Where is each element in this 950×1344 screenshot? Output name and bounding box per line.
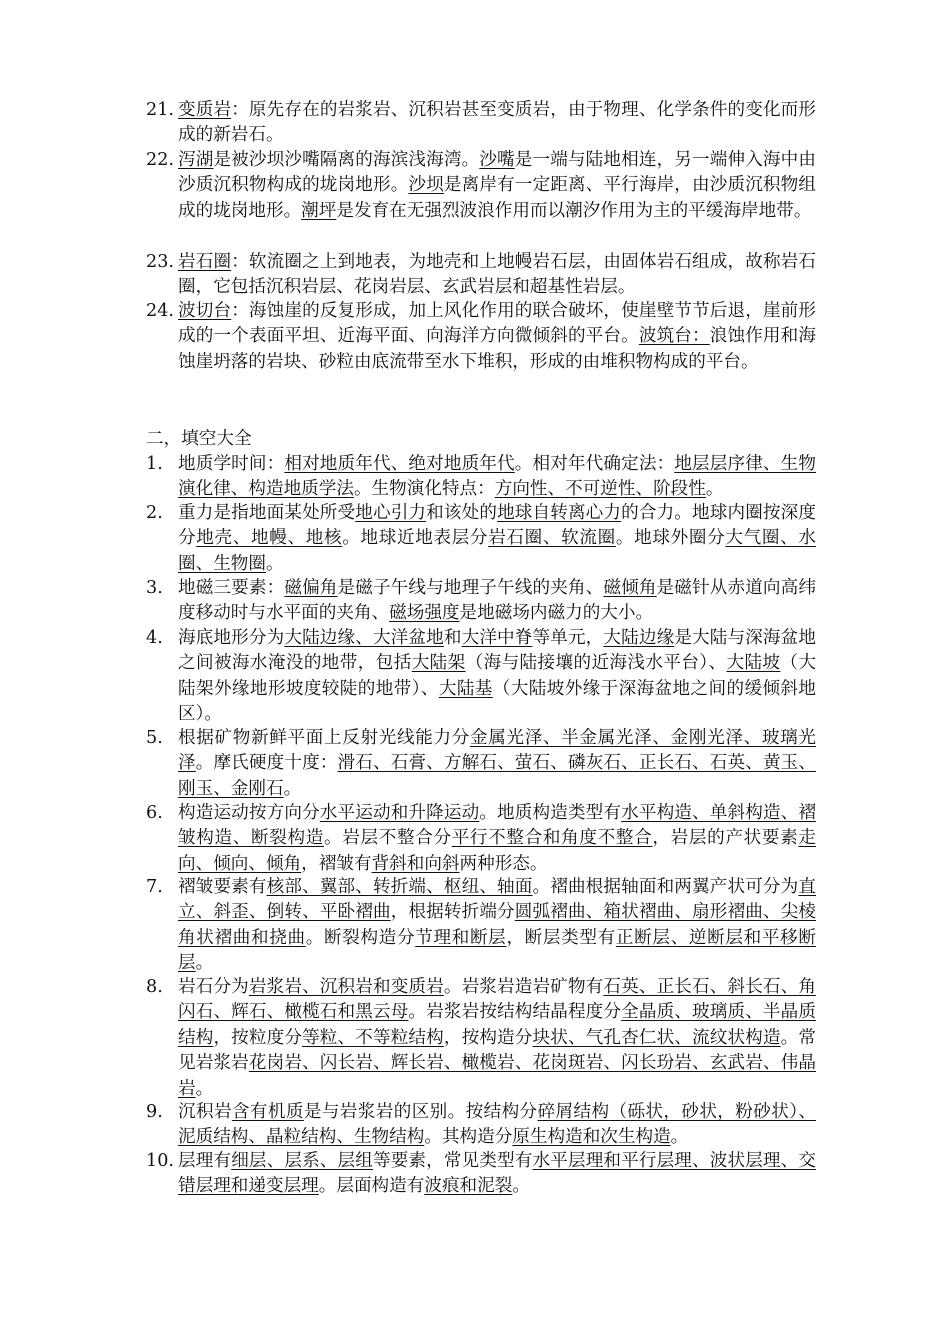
item-text-plain: 地磁三要素： bbox=[178, 578, 285, 598]
item-number: 4. bbox=[146, 628, 163, 648]
item-text-plain: 。其构造分 bbox=[424, 1127, 513, 1148]
item-text-plain: 。生物演化特点： bbox=[353, 479, 495, 500]
term-text: 潮坪 bbox=[301, 200, 337, 221]
item-text-plain: 和该处的 bbox=[426, 503, 498, 523]
item-text bbox=[178, 1149, 816, 1200]
item-text-plain: 和 bbox=[443, 628, 462, 648]
item-text bbox=[178, 452, 816, 503]
item-number: 21. bbox=[146, 100, 174, 120]
item-text-plain: 褶皱要素有 bbox=[178, 877, 267, 897]
item-text-plain: 。褶曲根据轴面和两翼产状可分为 bbox=[532, 877, 799, 897]
item-text-plain: 。 bbox=[265, 553, 284, 574]
term-text: 泻湖 bbox=[178, 150, 214, 170]
item-text-plain: 。地质构造类型有 bbox=[479, 803, 622, 823]
item-text-plain: 岩石分为 bbox=[178, 977, 249, 997]
item-text-plain: 的合力。地球内圈按深度分 bbox=[178, 503, 816, 549]
item-text-plain: 。相对年代确定法： bbox=[514, 454, 675, 474]
fill-item-9 bbox=[146, 1100, 816, 1151]
item-text-plain: ，岩层的产状要素 bbox=[652, 828, 799, 849]
definition-text: 是被沙坝沙嘴隔离的海滨浅海湾。 bbox=[213, 150, 480, 170]
term-text: 波切台 bbox=[178, 301, 232, 321]
item-text-plain: 构造运动按方向分 bbox=[178, 803, 320, 823]
definition-text: 是一端与陆地相连，另一端伸入海中由沙质沉积物构成的垅岗地形。 bbox=[178, 150, 816, 196]
item-text-plain: 是地磁场内磁力的大小。 bbox=[459, 603, 654, 624]
answer-text: 波痕和泥裂 bbox=[424, 1176, 513, 1197]
item-text-plain: 。岩浆岩造岩矿物有 bbox=[443, 977, 604, 997]
item-text-plain: 。 bbox=[670, 1127, 689, 1148]
answer-text: 圆弧褶曲、箱状褶曲、扇形褶曲、尖棱角状褶曲和挠曲 bbox=[178, 902, 816, 948]
term-item-22 bbox=[146, 148, 816, 224]
term-text: 变质岩 bbox=[178, 100, 232, 120]
item-text-plain: （大陆坡外缘于深海盆地之间的缓倾斜地区）。 bbox=[178, 678, 816, 725]
item-number: 1. bbox=[146, 454, 163, 474]
section-heading: 二，填空大全 bbox=[146, 429, 252, 449]
item-text-plain: ，按构造分 bbox=[443, 1027, 533, 1048]
item-text-plain: 重力是指地面某处所受 bbox=[178, 503, 356, 523]
term-item-24 bbox=[146, 299, 816, 375]
item-text-plain: 海底地形分为 bbox=[178, 628, 285, 648]
answer-text: 直立、斜歪、倒转、平卧褶曲 bbox=[178, 877, 816, 923]
answer-text: 背斜和向斜 bbox=[371, 853, 460, 874]
item-text bbox=[178, 98, 816, 149]
fill-item-4 bbox=[146, 626, 816, 728]
item-text-plain: 。 bbox=[705, 479, 724, 500]
item-text bbox=[178, 501, 816, 577]
item-text-plain: 。 bbox=[195, 953, 214, 974]
answer-text: 金属光泽、半金属光泽、金刚光泽、玻璃光泽 bbox=[178, 728, 816, 774]
term-text: 沙嘴 bbox=[479, 150, 515, 170]
item-number: 7. bbox=[146, 877, 163, 897]
fill-item-6 bbox=[146, 801, 816, 877]
item-number: 23. bbox=[146, 252, 174, 272]
item-text-plain: ，褶皱有 bbox=[301, 853, 372, 874]
answer-text: 全晶质、玻璃质、半晶质结构 bbox=[178, 1002, 816, 1048]
definition-text: ：原先存在的岩浆岩、沉积岩甚至变质岩，由于物理、化学条件的变化而形成的新岩石。 bbox=[178, 100, 816, 146]
answer-text: 方向性、不可逆性、阶段性 bbox=[494, 479, 706, 500]
answer-text: 碎屑结构（砾状，砂状，粉砂状）、泥质结构、晶粒结构、生物结构 bbox=[178, 1102, 816, 1148]
item-text bbox=[178, 1100, 816, 1151]
item-number: 5. bbox=[146, 728, 163, 748]
item-text-plain: 。地球外圈分 bbox=[615, 528, 726, 549]
item-text-plain: 。地球近地表层分 bbox=[342, 528, 489, 549]
item-text bbox=[178, 726, 816, 802]
item-text bbox=[178, 299, 816, 375]
item-number: 3. bbox=[146, 578, 163, 598]
item-text-plain: 是与岩浆岩的区别。按结构分 bbox=[303, 1102, 538, 1122]
item-text bbox=[178, 801, 816, 877]
fill-item-7 bbox=[146, 875, 816, 977]
item-text-plain: 。岩浆岩按结构结晶程度分 bbox=[408, 1002, 622, 1023]
item-text-plain: 是磁针从赤道向高纬度移动时与水平面的夹角、 bbox=[178, 578, 816, 624]
item-text-plain: 。 bbox=[195, 1078, 214, 1099]
answer-text: 水平运动和升降运动 bbox=[319, 803, 480, 823]
answer-text: 地壳、地幔、地核 bbox=[196, 528, 343, 549]
answer-text: 相对地质年代、绝对地质年代 bbox=[284, 454, 515, 474]
item-text-plain: 等单元， bbox=[532, 628, 604, 648]
term-item-23 bbox=[146, 250, 816, 301]
item-text-plain: ，断层类型有 bbox=[506, 927, 616, 948]
item-number: 9. bbox=[146, 1102, 163, 1122]
item-number: 2. bbox=[146, 503, 163, 523]
item-number: 24. bbox=[146, 301, 174, 321]
answer-text: 大陆坡 bbox=[726, 653, 781, 674]
item-text-plain: 。摩氏硬度十度： bbox=[195, 753, 338, 774]
answer-text: 磁偏角 bbox=[284, 578, 338, 598]
answer-text: 走向、倾向、倾角 bbox=[178, 828, 816, 874]
answer-text: 岩浆岩、沉积岩和变质岩 bbox=[248, 977, 444, 997]
definition-text: 是离岸有一定距离、平行海岸，由沙质沉积物组成的垅岗地形。 bbox=[178, 175, 816, 221]
fill-item-2 bbox=[146, 501, 816, 577]
item-text-plain: 等要素，常见类型有 bbox=[372, 1151, 533, 1171]
fill-item-5 bbox=[146, 726, 816, 802]
definition-text: ：软流圈之上到地表，为地壳和上地幔岩石层，由固体岩石组成，故称岩石圈，它包括沉积岩层、花岗岩层、玄武岩层和超基性岩层。 bbox=[178, 252, 816, 298]
item-text-plain: ，根据转折端分 bbox=[390, 902, 515, 923]
item-number: 10. bbox=[146, 1151, 174, 1171]
answer-text: 大陆架 bbox=[411, 653, 466, 674]
item-text-plain: 。断裂构造分 bbox=[305, 927, 416, 948]
item-text bbox=[178, 576, 816, 627]
answer-text: 水平构造、单斜构造、褶皱构造、断裂构造 bbox=[178, 803, 816, 849]
item-text bbox=[178, 626, 816, 728]
fill-item-8 bbox=[146, 975, 816, 1102]
answer-text: 块状、气孔杏仁状、流纹状构造 bbox=[532, 1027, 781, 1048]
item-text-plain: 。 bbox=[512, 1176, 530, 1197]
answer-text: 大洋中脊 bbox=[461, 628, 533, 648]
answer-text: 石英、正长石、斜长石、角闪石、辉石、橄榄石和黑云母 bbox=[178, 977, 816, 1023]
item-text-plain: （大陆架外缘地形坡度较陡的地带）、 bbox=[178, 653, 816, 699]
answer-text: 岩石圈、软流圈 bbox=[488, 528, 616, 549]
answer-text: 原生构造和次生构造 bbox=[512, 1127, 671, 1148]
answer-text: 细层、层系、层组 bbox=[231, 1151, 373, 1171]
answer-text: 地层层序律、生物演化律、构造地质学法 bbox=[178, 454, 816, 500]
definition-text: 是发育在无强烈波浪作用而以潮汐作用为主的平缓海岸地带。 bbox=[336, 200, 812, 221]
answer-text: 大气圈、水圈、生物圈 bbox=[178, 528, 816, 574]
item-text-plain: 两种形态。 bbox=[459, 853, 548, 874]
item-text-plain: 层理有 bbox=[178, 1151, 232, 1171]
item-text-plain: 是磁子午线与地理子午线的夹角、 bbox=[337, 578, 604, 598]
item-text-plain: ，按粒度分 bbox=[213, 1027, 303, 1048]
item-number: 6. bbox=[146, 803, 163, 823]
item-text-plain: 。常见岩浆岩 bbox=[178, 1027, 816, 1074]
answer-text: 含有机质 bbox=[231, 1102, 304, 1122]
item-text-plain: 沉积岩 bbox=[178, 1102, 232, 1122]
answer-text: 磁场强度 bbox=[389, 603, 460, 624]
answer-text: 等粒、不等粒结构 bbox=[302, 1027, 444, 1048]
term-item-21 bbox=[146, 98, 816, 149]
answer-text: 大陆边缘、大洋盆地 bbox=[284, 628, 444, 648]
answer-text: 核部、翼部、转折端、枢纽、轴面 bbox=[266, 877, 533, 897]
item-text-plain: 是大陆与深海盆地之间被海水淹没的地带，包括 bbox=[178, 628, 816, 674]
definition-text: 浪蚀作用和海蚀崖坍落的岩块、砂粒由底流带至水下堆积，形成的由堆积物构成的平台。 bbox=[178, 326, 816, 372]
item-text-plain: 根据矿物新鲜平面上反射光线能力分 bbox=[178, 728, 470, 748]
fill-item-1 bbox=[146, 452, 816, 503]
answer-text: 水平层理和平行层理、波状层理、交错层理和递变层理 bbox=[178, 1151, 816, 1197]
answer-text: 地球自转离心力 bbox=[497, 503, 622, 523]
item-text bbox=[178, 975, 816, 1102]
term-text: 沙坝 bbox=[408, 175, 444, 196]
item-text-plain: 地质学时间： bbox=[178, 454, 285, 474]
answer-text: 大陆基 bbox=[438, 678, 493, 699]
answer-text: 滑石、石膏、方解石、萤石、磷灰石、正长石、石英、黄玉、刚玉、金刚石 bbox=[178, 753, 816, 799]
item-text bbox=[178, 875, 816, 977]
answer-text: 节理和断层 bbox=[415, 927, 507, 948]
answer-text: 大陆边缘 bbox=[603, 628, 675, 648]
answer-text: 磁倾角 bbox=[603, 578, 657, 598]
item-text-plain: 。岩层不整合分 bbox=[323, 828, 452, 849]
item-text-plain: 。 bbox=[283, 778, 302, 799]
term-text: 波筑台： bbox=[638, 326, 710, 347]
fill-item-10 bbox=[146, 1149, 816, 1200]
item-number: 22. bbox=[146, 150, 174, 170]
item-text-plain: 。层面构造有 bbox=[318, 1176, 425, 1197]
item-number: 8. bbox=[146, 977, 163, 997]
term-text: 岩石圈 bbox=[178, 252, 232, 272]
item-text bbox=[178, 250, 816, 301]
fill-item-3 bbox=[146, 576, 816, 627]
answer-text: 正断层、逆断层和平移断层 bbox=[178, 927, 816, 974]
answer-text: 地心引力 bbox=[355, 503, 427, 523]
item-text-plain: （海与陆接壤的近海浅水平台）、 bbox=[465, 653, 727, 674]
item-text bbox=[178, 148, 816, 224]
answer-text: 花岗岩、闪长岩、辉长岩、橄榄岩、花岗斑岩、闪长玢岩、玄武岩、伟晶岩 bbox=[178, 1053, 816, 1099]
answer-text: 平行不整合和角度不整合 bbox=[451, 828, 653, 849]
definition-text: ：海蚀崖的反复形成，加上风化作用的联合破坏，使崖壁节节后退，崖前形成的一个表面平坦、近海平面、向海洋方向微倾斜的平台。 bbox=[178, 301, 816, 347]
